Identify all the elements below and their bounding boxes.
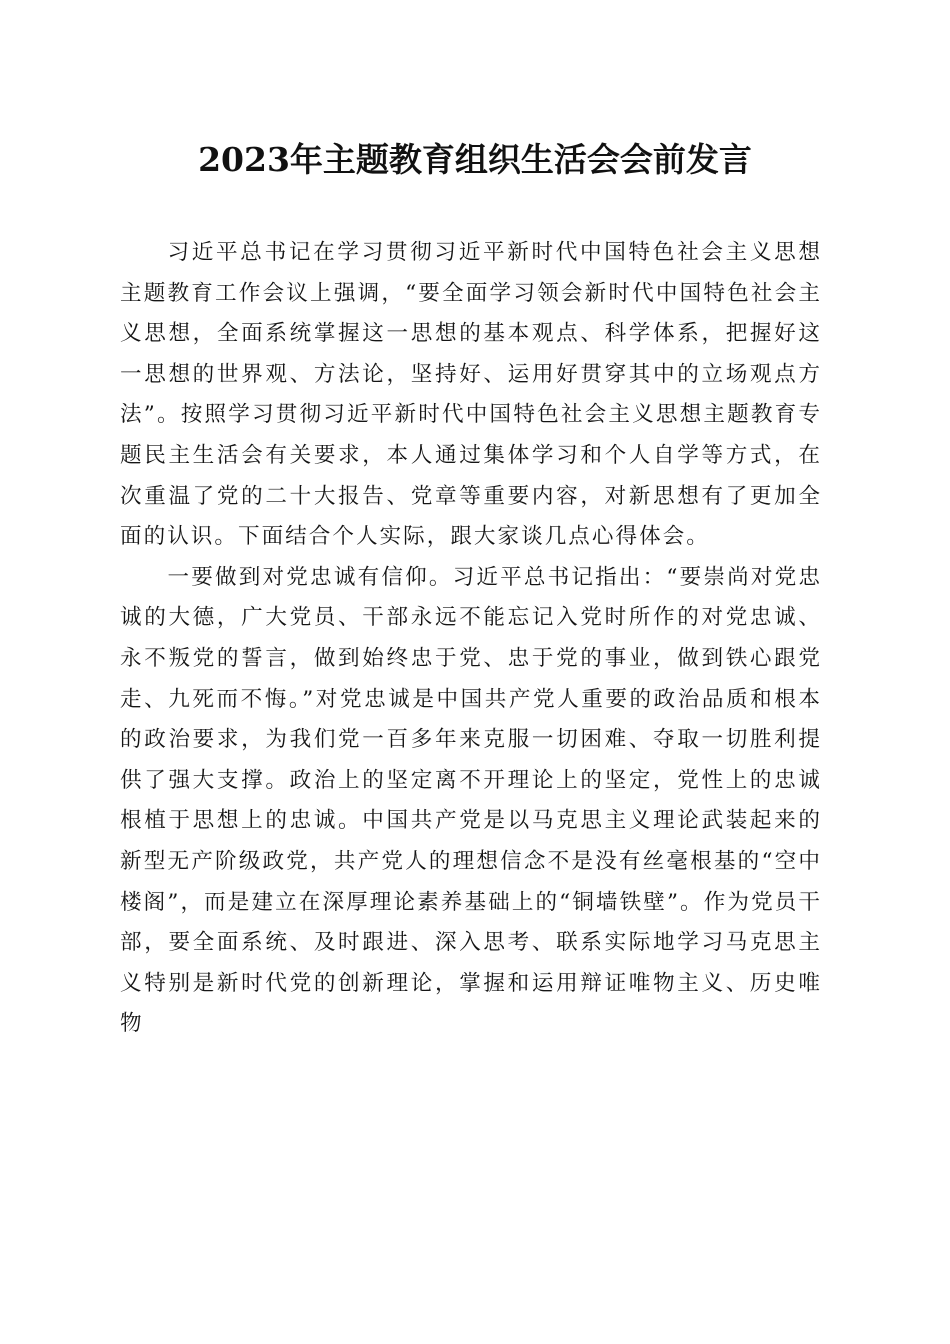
document-title: 2023年主题教育组织生活会会前发言: [198, 140, 752, 179]
paragraph-intro: 习近平总书记在学习贯彻习近平新时代中国特色社会主义思想主题教育工作会议上强调，“要全面学习领会新时代中国特色社会主义思想，全面系统掌握这一思想的基本观点、科学体系，把握好这一思想的世界观、方法论，坚持好、运用好贯穿其中的立场观点方法”。按照学习贯彻习近平新时代中国特色社会主义思想主题教育专题民主生活会有关要求，本人通过集体学习和个人自学等方式，在次重温了党的二十大报告、党章等重要内容，对新思想有了更加全面的认识。下面结合个人实际，跟大家谈几点心得体会。: [120, 240, 822, 550]
paragraph-loyalty: 一要做到对党忠诚有信仰。习近平总书记指出：“要崇尚对党忠诚的大德，广大党员、干部永远不能忘记入党时所作的对党忠诚、永不叛党的誓言，做到始终忠于党、忠于党的事业，做到铁心跟党走、九死而不悔。”对党忠诚是中国共产党人重要的政治品质和根本的政治要求，为我们党一百多年来克服一切困难、夺取一切胜利提供了强大支撑。政治上的坚定离不开理论上的坚定，党性上的忠诚根植于思想上的忠诚。中国共产党是以马克思主义理论武装起来的新型无产阶级政党，共产党人的理想信念不是没有丝毫根基的“空中楼阁”，而是建立在深厚理论素养基础上的“铜墙铁壁”。作为党员干部，要全面系统、及时跟进、深入思考、联系实际地学习马克思主义特别是新时代党的创新理论，掌握和运用辩证唯物主义、历史唯物: [120, 564, 822, 1037]
document-body: [120, 233, 822, 1045]
